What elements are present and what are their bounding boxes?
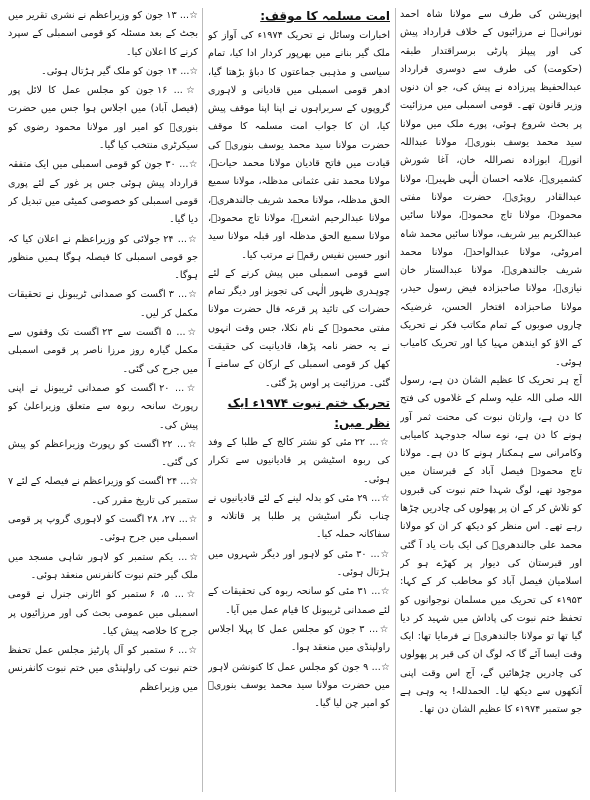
right-column bbox=[400, 6, 582, 796]
paragraph: اسے قومی اسمبلی میں پیش کرنے کے لئے چوہدری ظہور الٰہی کی تجویز اور دیگر تمام حضرات کی تائید پر قرعہ فال حضرت مولانا مفتی محمودؒ کے نام نکلا، جس وقت انہوں نے یہ حضر نامہ پڑھا، قادیانیت کی حقیقت کھل کر قومی اسمبلی کے ارکان کے سامنے آ گئی۔ مرزائیت پر اوس پڑ گئی۔ bbox=[208, 267, 390, 389]
timeline-item: ☆... ۳ اگست کو صمدانی ٹریبونل نے تحقیقات مکمل کر لیں۔ bbox=[8, 289, 198, 319]
timeline-item: ☆... یکم ستمبر کو لاہور شاہی مسجد میں ملک گیر ختم نبوت کانفرنس منعقد ہوئی۔ bbox=[8, 551, 198, 581]
timeline-item: ☆... ۲۹ مئی کو بدلہ لینے کے لئے قادیانیوں نے چناب نگر اسٹیشن پر طلبا پر قاتلانہ و سفاکانہ حملہ کیا۔ bbox=[208, 492, 390, 541]
paragraph: اخبارات وسائل نے تحریک ۱۹۷۴ء کی آواز کو ملک گیر بنانے میں بھرپور کردار ادا کیا، تمام سیاسی و مذہبی جماعتوں کا دباؤ بڑھتا گیا، ادھر قومی اسمبلی میں قادیانی و لاہوری گروپوں کے سربراہوں نے اپنا اپنا موقف پیش کیا، ان کا جواب امت مسلمہ کا موقف حضرت مولانا سید محمد یوسف بنوریؒ کی قیادت میں فاتح قادیان مولانا محمد حیاتؒ، مولانا محمد تقی عثمانی مدظلہ، مولانا سمیع الحق مدظلہ، مولانا محمد شریف جالندھریؒ، مولانا عبدالرحیم اشعرؒ، مولانا تاج محمودؒ، مولانا سمیع الحق مدظلہ اور قبلہ مولانا سید انور حسین نفیس رقمؒ نے مرتب کیا۔ bbox=[208, 30, 390, 261]
section-heading: امت مسلمہ کا موقف: bbox=[260, 9, 390, 23]
timeline-item: ☆... ۲۴ اگست کو وزیراعظم نے فیصلہ کے لئے ۷ ستمبر کی تاریخ مقرر کی۔ bbox=[8, 476, 198, 506]
left-column bbox=[8, 6, 198, 796]
section-subheading: تحریک ختم نبوت ۱۹۷۴ء ایک نظر میں: bbox=[227, 395, 390, 430]
timeline-item: ☆... ۲۷، ۲۸ اگست کو لاہوری گروپ پر قومی اسمبلی میں جرح ہوئی۔ bbox=[8, 514, 198, 544]
timeline-item: ☆... ۳ جون کو مجلس عمل کا پہلا اجلاس راولپنڈی میں منعقد ہوا۔ bbox=[208, 623, 390, 654]
timeline-item: ☆... ۵ اگست سے ۲۳ اگست تک وقفوں سے مکمل گیارہ روز مرزا ناصر پر قومی اسمبلی میں جرح کی گئی۔ bbox=[8, 327, 198, 375]
paragraph: اپوزیشن کی طرف سے مولانا شاہ احمد نورانیؒ نے مرزائیوں کے خلاف قرارداد پیش کی اور پیپلز پارٹی برسراقتدار طبقہ (حکومت) کی طرف سے دوسری قرارداد عبدالحفیظ پیرزادہ نے پیش کی، جو ان دنوں وزیر قانون تھے۔ قومی اسمبلی میں مرزائیت پر بحث شروع ہوئی، پورے ملک میں مولانا سید محمد یوسف بنوریؒ، مولانا عبداللہ انورؒ، ابوزادہ نصراللہ خان، آغا شورش کشمیریؒ، علامہ احسان الٰہی ظہیرؒ، مولانا عبدالقادر روپڑیؒ، حضرت مولانا مفتی محمودؒ، مولانا تاج محمودؒ، مولانا سائیں عبدالکریم بیر شریف، مولانا سائیں محمد شاہ امروٹی، مولانا عبدالواحدؒ، مولانا محمد شریف جالندھریؒ، مولانا عبدالستار خان نیازیؒ، مولانا صاحبزادہ فیض رسول حیدر، مولانا صاحبزادہ افتخار الحسن، غرضیکہ چاروں صوبوں کے تمام مکاتب فکر نے تحریک کے الاؤ کو ایندھن مہیا کیا اور تحریک کامیاب ہوئی۔ bbox=[400, 9, 582, 368]
timeline-item: ☆... ۹ جون کو مجلس عمل کا کنونشن لاہور میں حضرت مولانا سید محمد یوسف بنوریؒ کو امیر چن لیا گیا۔ bbox=[208, 661, 390, 710]
timeline-item: ☆... ۵، ۶ ستمبر کو اٹارنی جنرل نے قومی اسمبلی میں عمومی بحث کی اور مرزائیوں پر جرح کا خلاصہ پیش کیا۔ bbox=[8, 589, 198, 637]
timeline-item: ☆... ۱۳ جون کو وزیراعظم نے نشری تقریر میں بجٹ کے بعد مسئلہ کو قومی اسمبلی کے سپرد کرنے کا اعلان کیا۔ bbox=[8, 10, 198, 58]
timeline-item: ☆... ۲۲ مئی کو نشتر کالج کے طلبا کے وفد کی ربوہ اسٹیشن پر قادیانیوں سے تکرار ہوئی۔ bbox=[208, 436, 390, 485]
timeline-item: ☆... ۱۶ جون کو مجلس عمل کا لائل پور (فیصل آباد) میں اجلاس ہوا جس میں حضرت بنوریؒ کو امیر اور مولانا محمود رضوی کو سیکرٹری منتخب کیا گیا۔ bbox=[8, 85, 198, 152]
timeline-item: ☆... ۶ ستمبر کو آل پارٹیز مجلس عمل تحفظ ختم نبوت کی راولپنڈی میں ختم نبوت کانفرنس میں وزیراعظم bbox=[8, 645, 198, 693]
timeline-item: ☆... ۱۴ جون کو ملک گیر ہڑتال ہوئی۔ bbox=[41, 65, 198, 77]
paragraph: آج ہر تحریک کا عظیم الشان دن ہے، رسول اللہ صلی اللہ علیہ وسلم کے غلاموں کی فتح کا دن ہے، وارثان نبوت کی محنت ثمر آور ہونے کا دن ہے، نوے سالہ جدوجہد کامیابی وکامرانی سے ہمکنار ہونے کا دن ہے۔ مولانا تاج محمودؒ فیصل آباد کے قبرستان میں موجود تھے، لوگ شہدا ختم نبوت کی قبروں کو تلاش کر کے ان پر پھولوں کی چادریں چڑھا رہے تھے۔ اس منظر کو دیکھ کر ان کو مولانا محمد علی جالندھریؒ کی ایک بات یاد آ گئی اور قبرستان کی دیوار پر کھڑے ہو کر اسلامیان فیصل آباد کو مخاطب کر کے کہا: ۱۹۵۳ء کی تحریک میں مسلمان نوجوانوں کو تحفظ ختم نبوت کی پاداش میں شہید کر دیا گیا تھا تو مولانا جالندھریؒ نے فرمایا تھا: ایک وقت ایسا آئے گا کہ لوگ ان کی قبر پر پھولوں کی چادریں چڑھائیں گے، آج اس وقت اپنی آنکھوں سے دیکھ لیا۔ الحمدللہ! یہ وہی ہے جو ستمبر ۱۹۷۴ء کا عظیم الشان دن تھا۔ bbox=[400, 374, 582, 716]
timeline-item: ☆... ۳۰ جون کو قومی اسمبلی میں ایک متفقہ قرارداد پیش ہوئی جس پر غور کے لئے پوری قومی اسمبلی کو خصوصی کمیٹی میں تبدیل کر دیا گیا۔ bbox=[8, 159, 198, 226]
timeline-item: ☆... ۳۰ مئی کو لاہور اور دیگر شہروں میں ہڑتال ہوئی۔ bbox=[208, 548, 390, 579]
column-divider bbox=[395, 8, 396, 792]
timeline-item: ☆... ۲۲ اگست کو رپورٹ وزیراعظم کو پیش کی گئی۔ bbox=[8, 438, 198, 469]
timeline-item: ☆... ۲۴ جولائی کو وزیراعظم نے اعلان کیا کہ جو قومی اسمبلی کا فیصلہ ہوگا ہمیں منظور ہوگا۔ bbox=[8, 233, 198, 282]
column-divider bbox=[202, 8, 203, 792]
timeline-item: ☆... ۳۱ مئی کو سانحہ ربوہ کی تحقیقات کے لئے صمدانی ٹریبونل کا قیام عمل میں آیا۔ bbox=[208, 586, 390, 616]
middle-column bbox=[208, 6, 390, 796]
timeline-item: ☆... ۲۰ اگست کو صمدانی ٹریبونل نے اپنی رپورٹ سانحہ ربوہ سے متعلق وزیراعلیٰ کو پیش کی۔ bbox=[8, 382, 198, 431]
